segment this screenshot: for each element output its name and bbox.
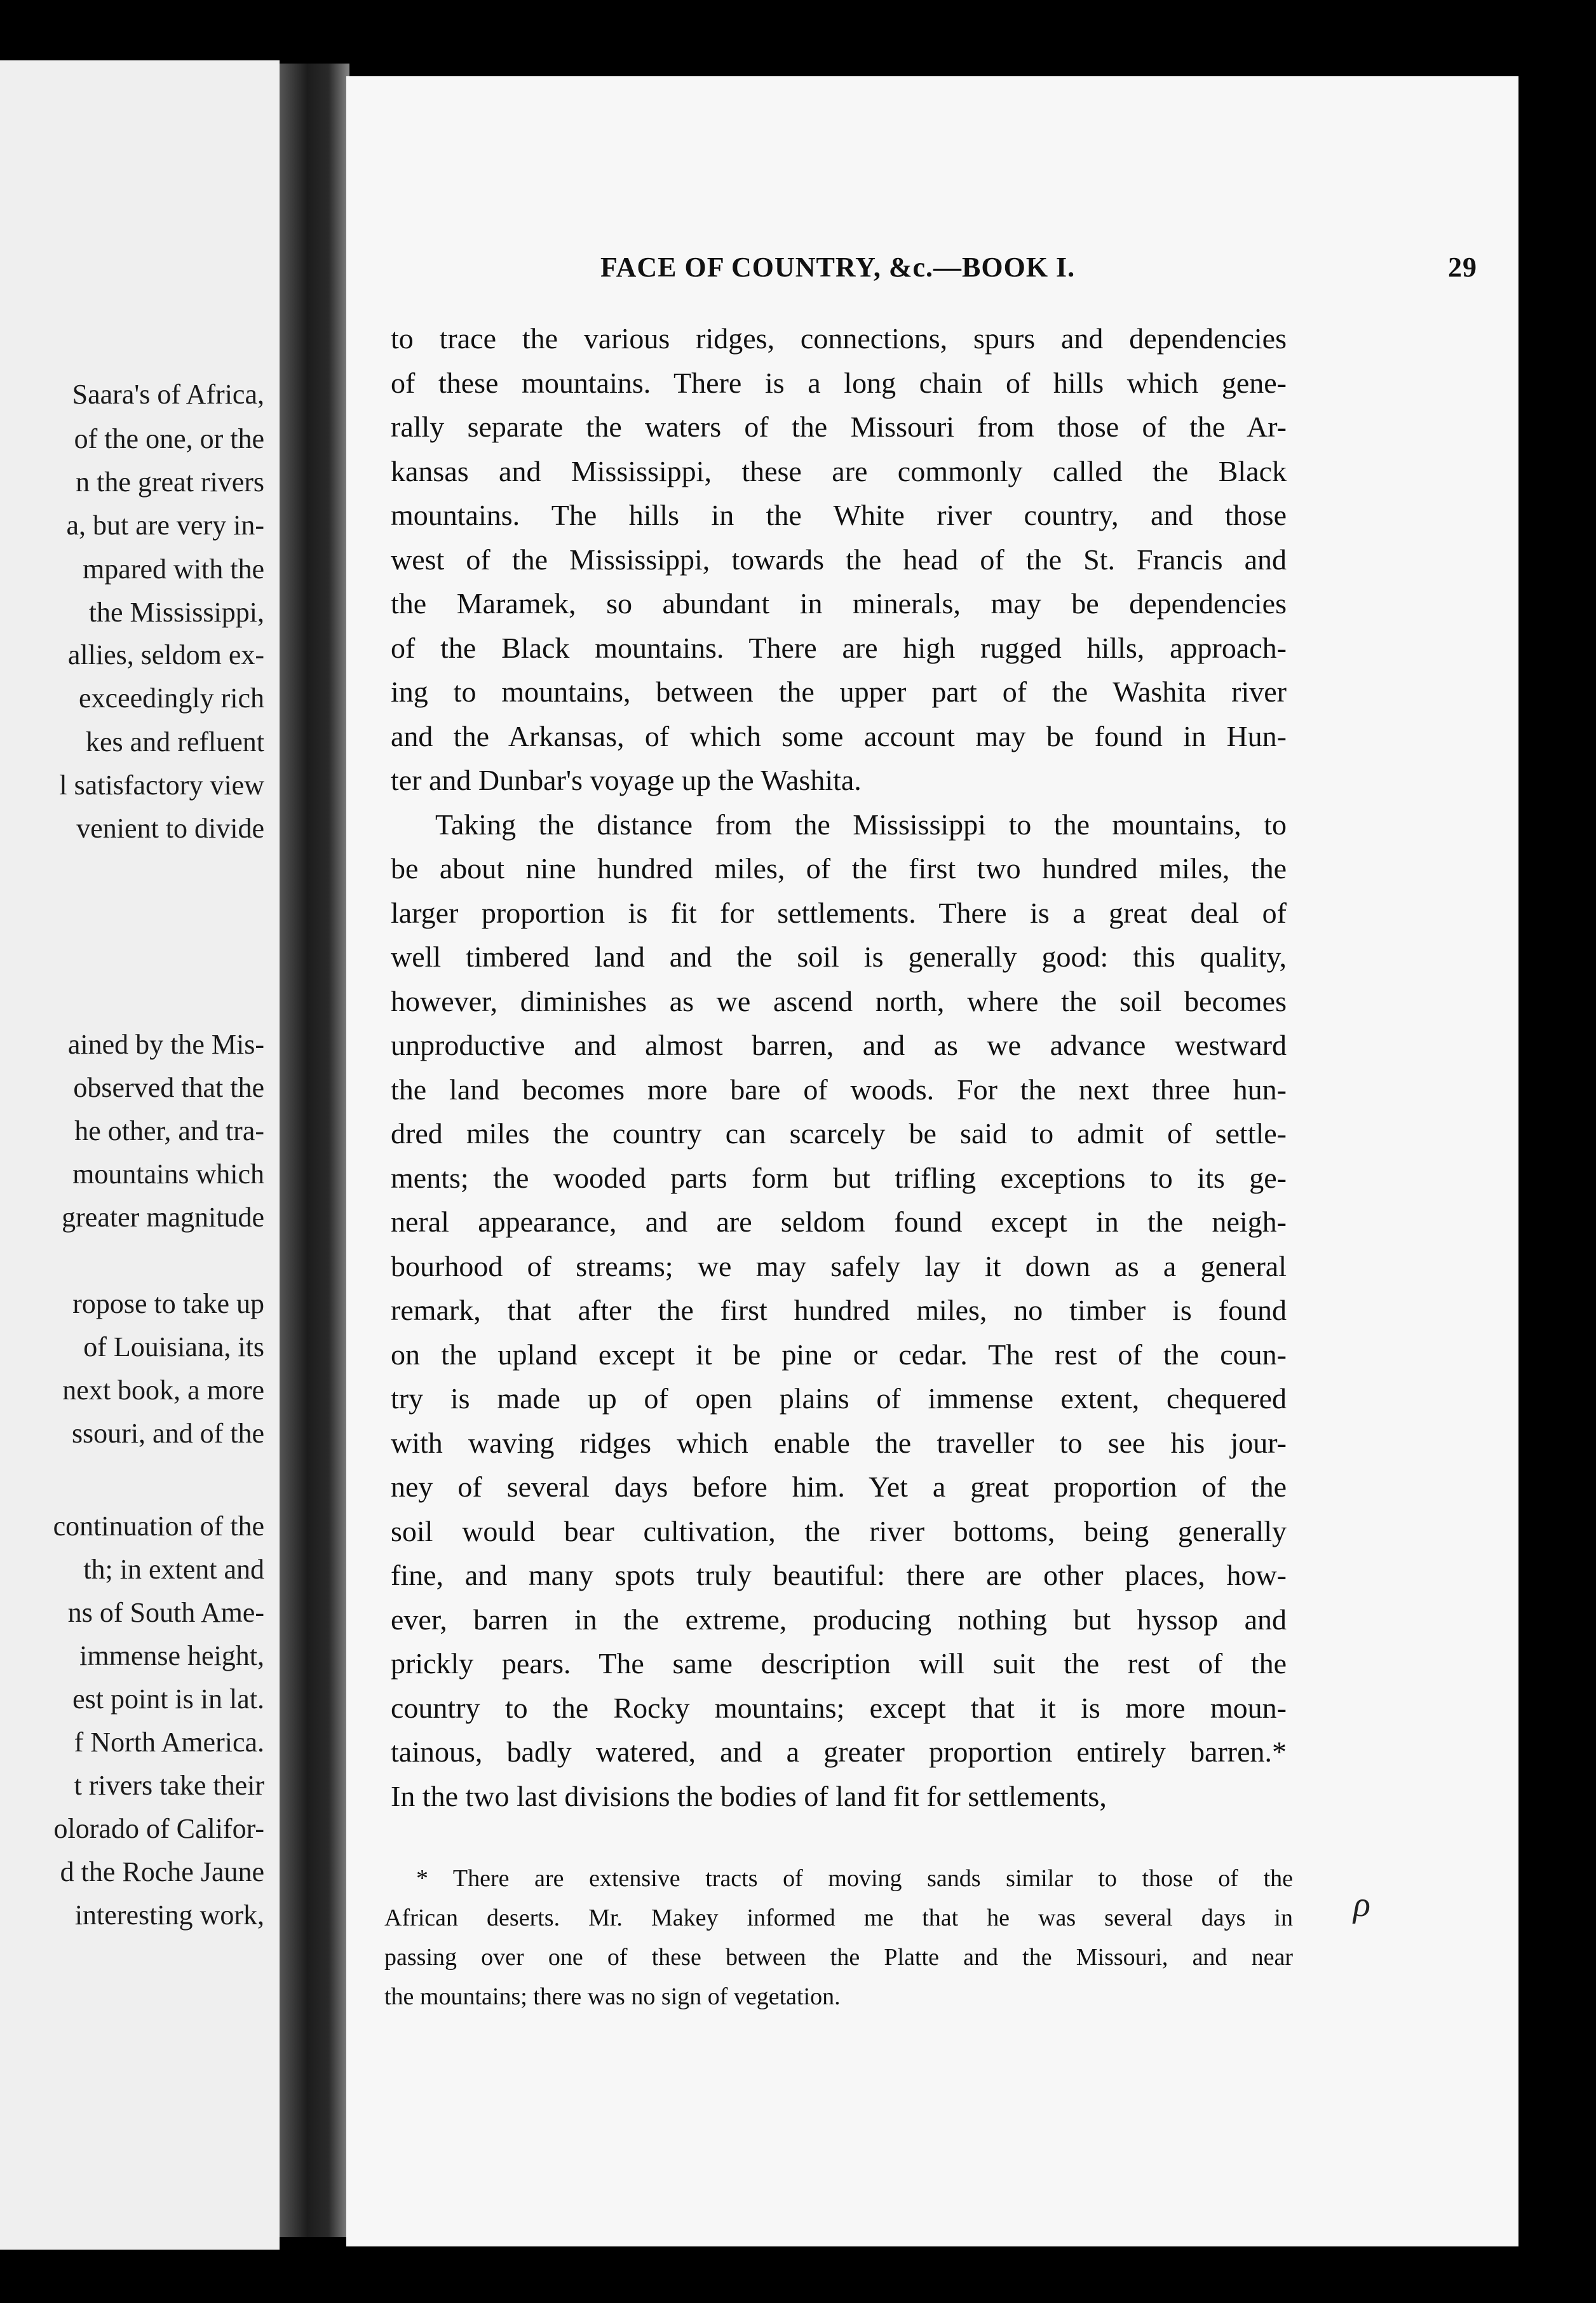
facing-page-line: th; in extent and [83,1554,264,1585]
facing-page-line: ained by the Mis- [67,1029,264,1060]
text-line: ter and Dunbar's voyage up the Washita. [391,764,862,796]
facing-page-line: ns of South Ame- [67,1597,264,1628]
text-line: well timbered land and the soil is generally good: this quality, [391,941,1287,973]
text-line: of the Black mountains. There are high rugged hills, approach- [391,631,1287,664]
text-line: be about nine hundred miles, of the first two hundred miles, the [391,852,1287,885]
facing-page-line: he other, and tra- [74,1115,264,1146]
text-line: fine, and many spots truly beautiful: there are other places, how- [391,1559,1287,1591]
facing-page-line: t rivers take their [74,1770,264,1801]
facing-page-line: d the Roche Jaune [60,1856,264,1887]
running-head-title: FACE OF COUNTRY, &c.—BOOK I. [600,252,1076,283]
facing-page-line: ssouri, and of the [71,1418,264,1449]
facing-page-line: observed that the [73,1072,264,1103]
text-line: with waving ridges which enable the traveller to see his jour- [391,1426,1287,1459]
facing-page-line: olorado of Califor- [53,1813,264,1844]
facing-page-line: exceedingly rich [79,683,264,714]
text-line: kansas and Mississippi, these are commonly called the Black [391,454,1287,487]
text-line: ever, barren in the extreme, producing nothing but hyssop and [391,1603,1287,1636]
facing-page-line: venient to divide [76,813,264,844]
text-line: prickly pears. The same description will suit the rest of the [391,1647,1287,1680]
facing-page-line: f North America. [74,1727,264,1758]
text-line: tainous, badly watered, and a greater proportion entirely barren.* [391,1736,1287,1768]
facing-page-line: next book, a more [62,1375,264,1406]
text-line: rally separate the waters of the Missouri from those of the Ar- [391,411,1287,443]
footnote-line: passing over one of these between the Platte and the Missouri, and near [384,1944,1293,1971]
book-page [346,76,1518,2246]
facing-page-line: mountains which [72,1158,264,1190]
facing-page-line: est point is in lat. [72,1683,264,1715]
facing-page-line: of Louisiana, its [83,1331,264,1362]
facing-page-line: continuation of the [53,1511,264,1542]
body-text [391,316,1287,1818]
text-line: dred miles the country can scarcely be said to admit of settle- [391,1117,1287,1150]
book-gutter [280,64,349,2237]
text-line: try is made up of open plains of immense extent, chequered [391,1382,1287,1415]
text-line: ing to mountains, between the upper part of the Washita river [391,676,1287,708]
text-line: soil would bear cultivation, the river bottoms, being generally [391,1514,1287,1547]
text-line: country to the Rocky mountains; except that it is more moun- [391,1691,1287,1724]
facing-page-line: allies, seldom ex- [67,639,264,670]
text-line: to trace the various ridges, connections, spurs and dependencies [391,322,1287,355]
text-line: and the Arkansas, of which some account may be found in Hun- [391,719,1287,752]
facing-page-line: the Mississippi, [88,597,264,628]
facing-page-line: l satisfactory view [59,770,264,801]
text-line: however, diminishes as we ascend north, where the soil becomes [391,984,1287,1017]
text-line: remark, that after the first hundred miles, no timber is found [391,1294,1287,1326]
facing-page-line: immense height, [79,1640,264,1671]
facing-page-line: interesting work, [74,1899,264,1931]
facing-page-line: ropose to take up [72,1288,264,1319]
text-line: the land becomes more bare of woods. For the next three hun- [391,1073,1287,1106]
facing-page-line: of the one, or the [74,423,264,454]
text-line: neral appearance, and are seldom found except in the neigh- [391,1206,1287,1238]
footnote-line: the mountains; there was no sign of vegetation. [384,1983,841,2010]
facing-page-line: a, but are very in- [66,510,264,541]
facing-page-line: mpared with the [83,554,264,585]
page-number: 29 [1448,252,1477,283]
footnote [384,1859,1293,2016]
margin-mark: ρ [1353,1885,1370,1924]
text-line: the Maramek, so abundant in minerals, may be dependencies [391,587,1287,620]
paragraph-2 [391,803,1287,1819]
text-line: mountains. The hills in the White river country, and those [391,499,1287,531]
text-line: west of the Mississippi, towards the head of the St. Francis and [391,543,1287,576]
text-line: In the two last divisions the bodies of land fit for settlements, [391,1779,1107,1812]
facing-page-line: n the great rivers [76,466,264,498]
text-line: Taking the distance from the Mississippi to the mountains, to [435,808,1287,841]
text-line: bourhood of streams; we may safely lay it down as a general [391,1249,1287,1282]
text-line: ments; the wooded parts form but trifling exceptions to its ge- [391,1161,1287,1194]
text-line: larger proportion is fit for settlements. There is a great deal of [391,896,1287,929]
footnote-line: * There are extensive tracts of moving sands similar to those of the [416,1865,1293,1892]
facing-page-line: greater magnitude [62,1202,264,1233]
text-line: ney of several days before him. Yet a great proportion of the [391,1471,1287,1503]
facing-page-line: kes and refluent [86,726,264,757]
paragraph-1 [391,316,1287,803]
facing-page-line: Saara's of Africa, [72,379,264,410]
running-head [600,251,1477,283]
text-line: of these mountains. There is a long chain of hills which gene- [391,366,1287,399]
text-line: on the upland except it be pine or cedar. The rest of the coun- [391,1338,1287,1371]
text-line: unproductive and almost barren, and as we advance westward [391,1029,1287,1061]
footnote-line: African deserts. Mr. Makey informed me that he was several days in [384,1905,1293,1931]
facing-page-fragment [0,60,280,2250]
